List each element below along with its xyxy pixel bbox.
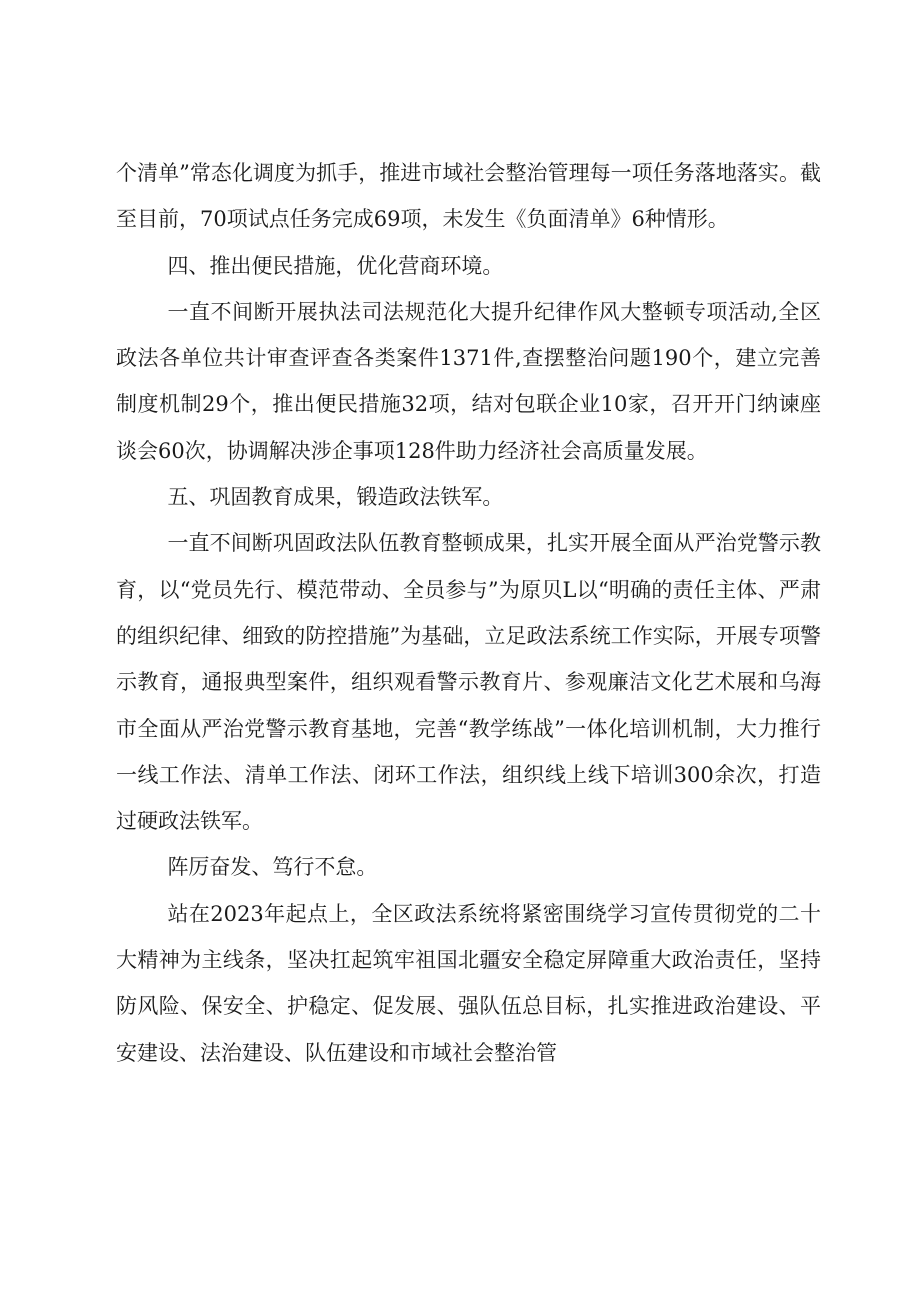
paragraph-section-four: 一直不间断开展执法司法规范化大提升纪律作风大整顿专项活动,全区政法各单位共计审查评查各类案件1371件,查摆整治问题190个，建立完善制度机制29个，推出便民措施32项，结对包联企业10家，召开开门纳谏座谈会60次，协调解决涉企事项128件助力经济社会高质量发展。	[116, 299, 821, 463]
document-body	[116, 150, 821, 1076]
paragraph-closing: 站在2023年起点上，全区政法系统将紧密围绕学习宣传贯彻党的二十大精神为主线条，坚决扛起筑牢祖国北疆安全稳定屏障重大政治责任，坚持防风险、保安全、护稳定、促发展、强队伍总目标，扎实推进政治建设、平安建设、法治建设、队伍建设和市域社会整治管	[116, 901, 821, 1065]
section-heading-five: 五、巩固教育成果，锻造政法铁军。	[167, 485, 504, 510]
section-heading-four: 四、推出便民措施，优化营商环境。	[167, 253, 504, 278]
paragraph-section-five: 一直不间断巩固政法队伍教育整顿成果，扎实开展全面从严治党警示教育，以“党员先行、模范带动、全员参与”为原贝L以“明确的责任主体、严肃的组织纪律、细致的防控措施”为基础，立足政法系统工作实际，开展专项警示教育，通报典型案件，组织观看警示教育片、参观廉洁文化艺术展和乌海市全面从严治党警示教育基地，完善“教学练战”一体化培训机制，大力推行一线工作法、清单工作法、闭环工作法，组织线上线下培训300余次，打造过硬政法铁军。	[116, 531, 821, 834]
paragraph-continuation: 个清单”常态化调度为抓手，推进市域社会整治管理每一项任务落地落实。截至目前，70项试点任务完成69项，未发生《负面清单》6种情形。	[116, 161, 821, 232]
closing-phrase: 阵厉奋发、笃行不怠。	[167, 855, 378, 880]
